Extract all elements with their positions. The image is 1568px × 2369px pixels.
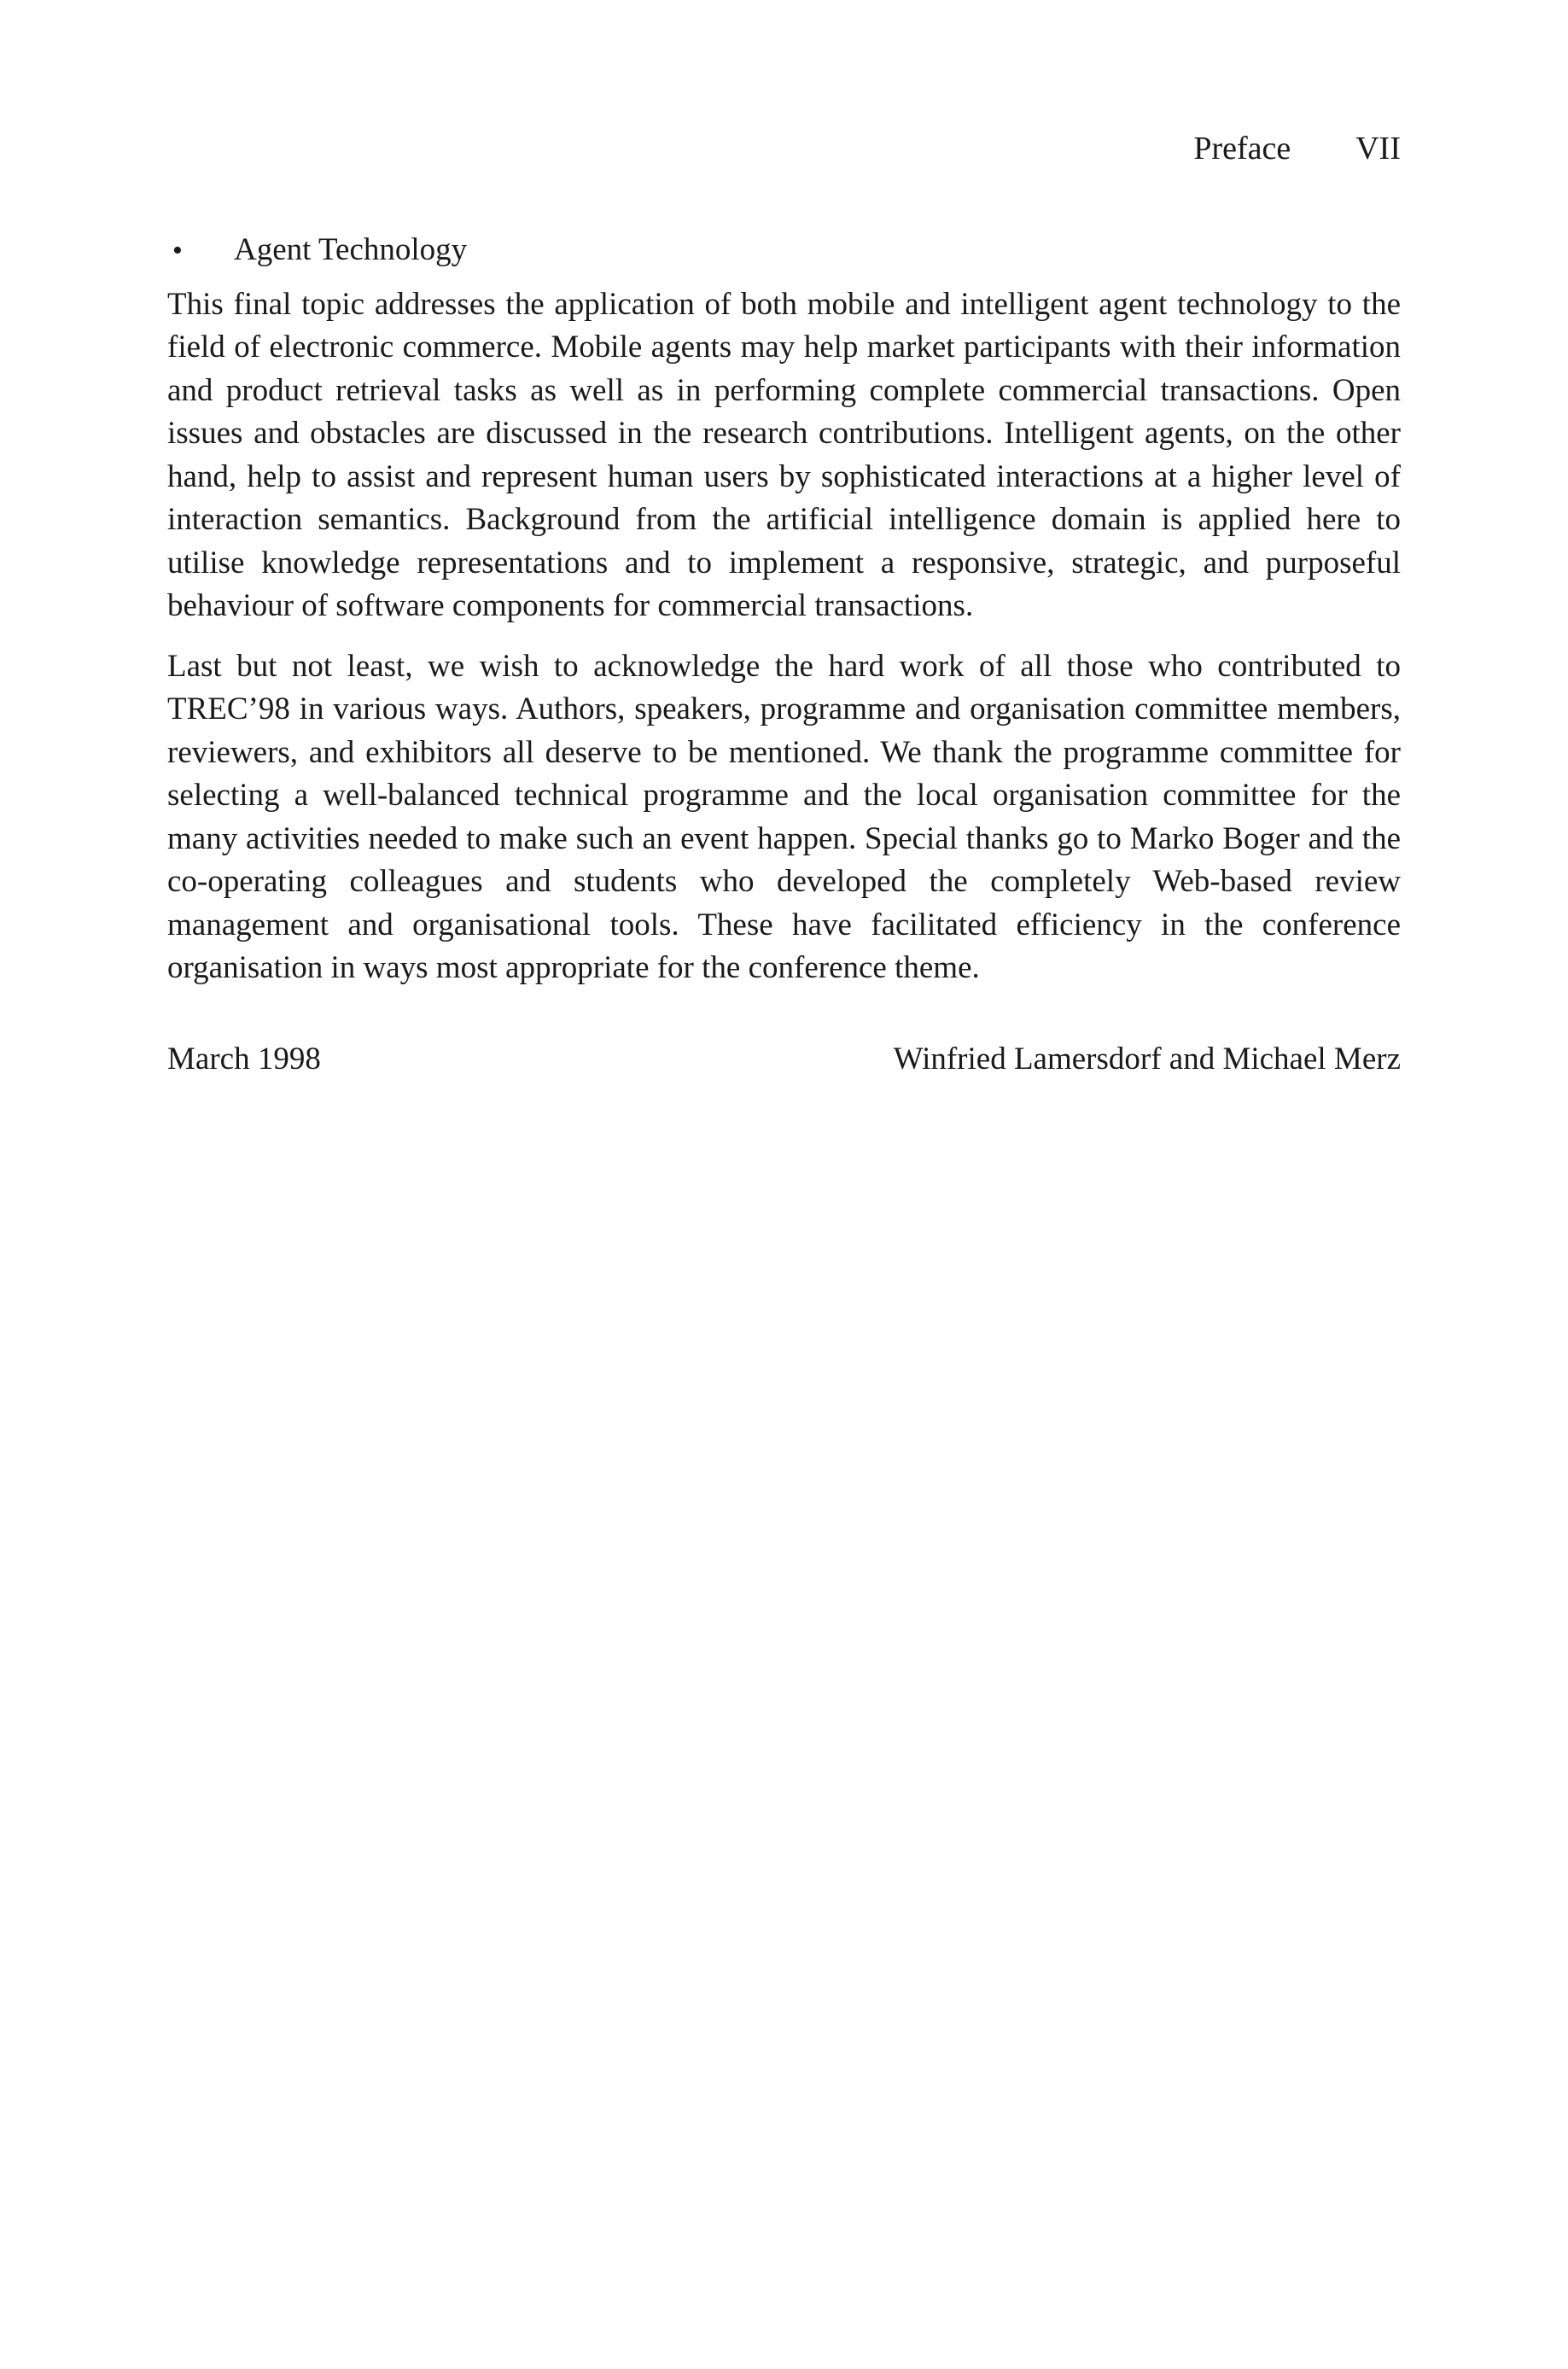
signoff [167, 1038, 1401, 1082]
header-section-title: Preface [1193, 131, 1291, 166]
running-header [1193, 128, 1401, 169]
body-text [167, 229, 1401, 1081]
bullet-title: Agent Technology [234, 232, 468, 267]
signoff-authors: Winfried Lamersdorf and Michael Merz [893, 1041, 1401, 1077]
paragraph-agent-technology: This final topic addresses the application of both mobile and intelligent agent technology to the field of electronic commerce. Mobile agents may help market participants with their information and product retrieval tasks as well as in performing complete commercial transactions. Open issues and obstacles are discussed in the research contributions. Intelligent agents, on the other hand, help to assist and represent human users by sophisticated interactions at a higher level of interaction semantics. Background from the artificial intelligence domain is applied here to utilise knowledge representations and to implement a responsive, strategic, and purposeful behaviour of software components for commercial transactions. [167, 286, 1401, 623]
bullet-item-agent-technology [167, 229, 1401, 273]
bullet-icon: • [172, 235, 183, 266]
paragraph-acknowledgements: Last but not least, we wish to acknowledge the hard work of all those who contributed to TREC’98 in various ways. Authors, speakers, programme and organisation committee members, reviewers, and exhibitors all deserve to be mentioned. We thank the programme committee for selecting a well-balanced technical programme and the local organisation committee for the many activities needed to make such an event happen. Special thanks go to Marko Boger and the co-operating colleagues and students who developed the completely Web-based review management and organisational tools. These have facilitated efficiency in the conference organisation in ways most appropriate for the conference theme. [167, 648, 1401, 985]
signoff-date: March 1998 [167, 1041, 321, 1077]
header-page-number: VII [1355, 131, 1401, 166]
